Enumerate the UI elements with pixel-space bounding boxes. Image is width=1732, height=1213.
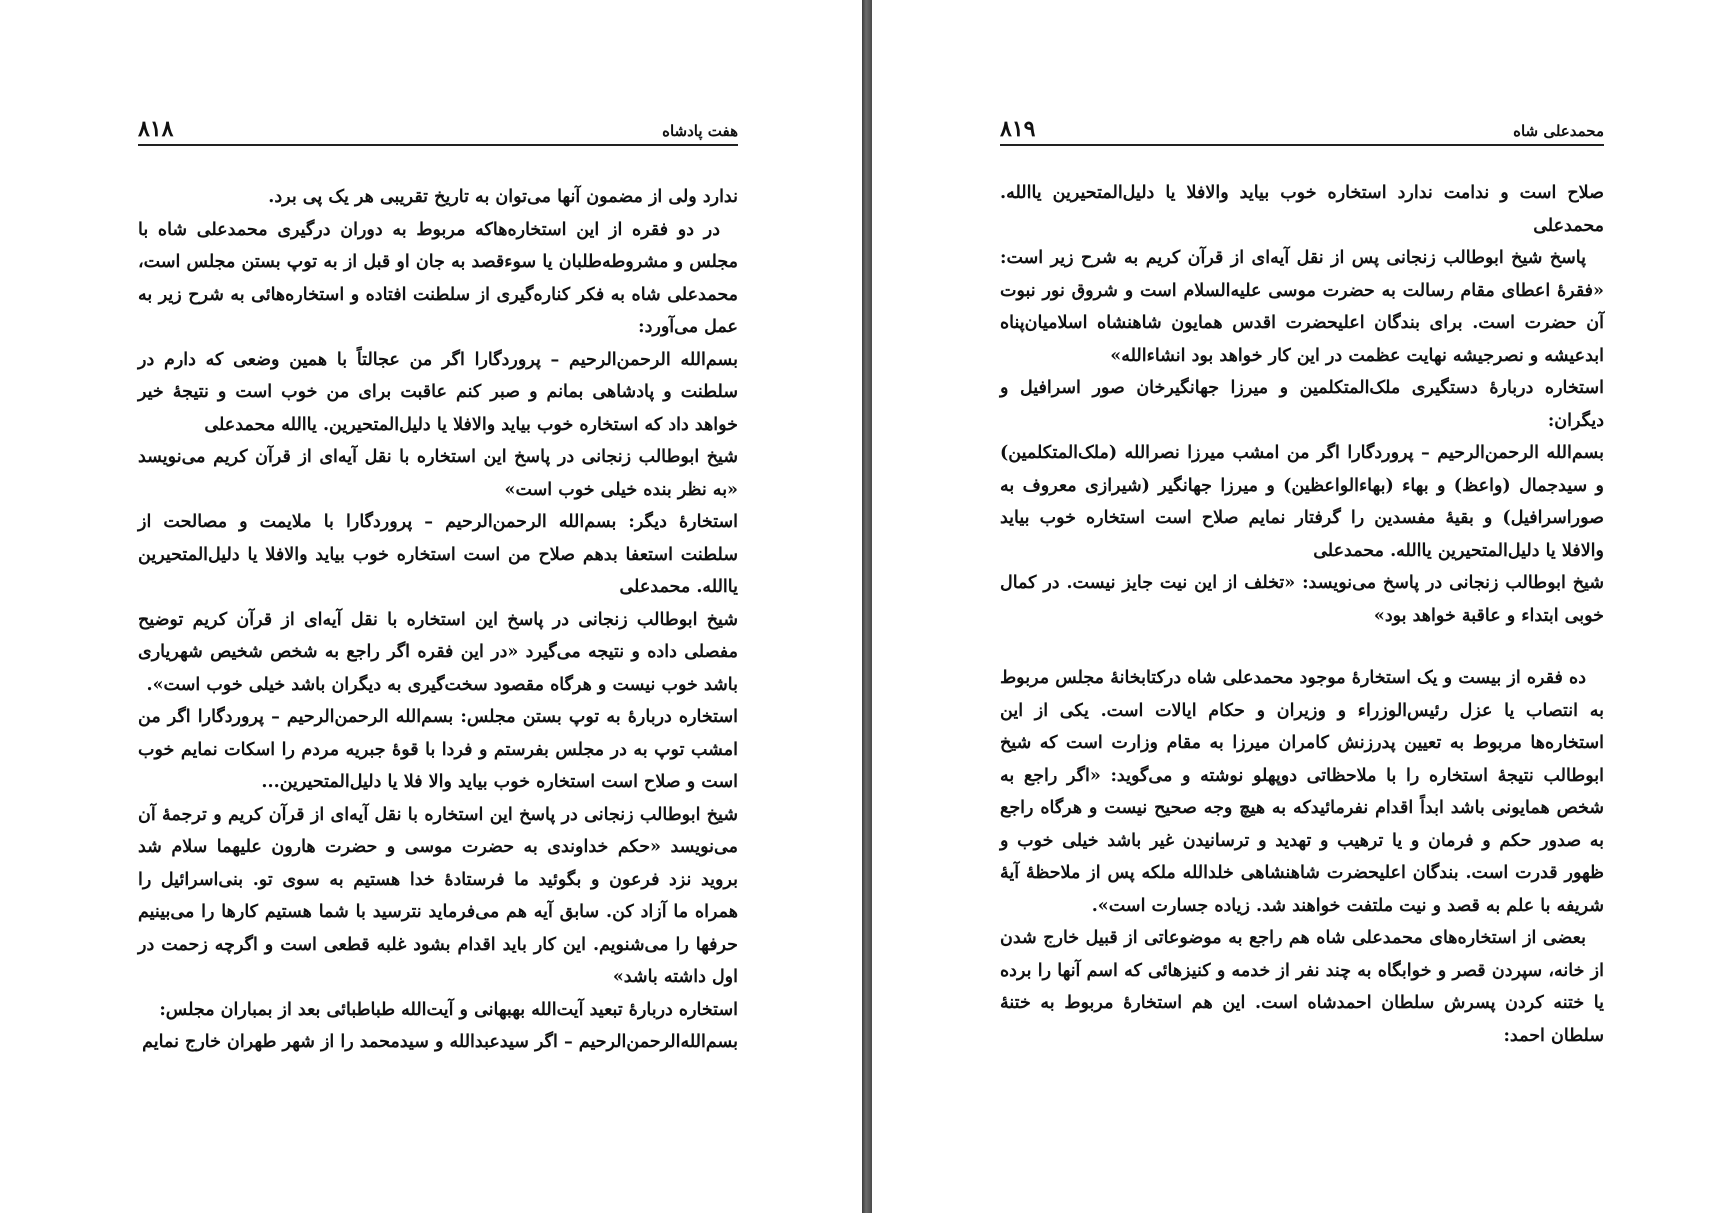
paragraph: ندارد ولی از مضمون آنها می‌توان به تاریخ تقریبی هر یک پی برد. [268, 187, 738, 207]
left-page-body [138, 181, 738, 1059]
paragraph: بسم‌الله‌الرحمن‌الرحیم – اگر سیدعبدالله و سیدمحمد را از شهر طهران خارج نمایم [142, 1032, 738, 1052]
paragraph: صلاح است و ندامت ندارد استخاره خوب بیاید والافلا یا دلیل‌المتحیرین یاالله. محمدعلی [1000, 183, 1604, 236]
right-page-body [1000, 177, 1604, 1052]
paragraph: بسم‌الله الرحمن‌الرحیم – پروردگارا اگر من امشب میرزا نصرالله (ملک‌المتکلمین) و سیدجمال (واعظ) و بهاء (بهاءالواعظین) و میرزا جهانگیر (شیرازی معروف به صوراسرافیل) و بقیهٔ مفسدین را گرفتار نمایم صلاح است استخاره خوب بیاید والافلا یا دلیل‌المتحیرین یاالله. محمدعلی [1000, 443, 1604, 561]
left-page-header [138, 114, 738, 146]
paragraph: شیخ ابوطالب زنجانی در پاسخ این استخاره با نقل آیه‌ای از قرآن کریم توضیح مفصلی داده و نتیجه می‌گیرد «در این فقره اگر راجع به شخص شخیص شهریاری باشد خوب نیست و هرگاه مقصود سخت‌گیری به دیگران باشد خیلی خوب است». [138, 609, 738, 695]
paragraph: بسم‌الله الرحمن‌الرحیم – پروردگارا اگر من عجالتاً با همین وضعی که دارم در سلطنت و پادشاهی بمانم و صبر کنم عاقبت برای من خوب است و نتیجهٔ خیر خواهد داد که استخاره خوب بیاید والافلا یا دلیل‌المتحیرین. یاالله محمدعلی [138, 349, 738, 435]
book-spine-divider [862, 0, 872, 1213]
right-book-page [872, 0, 1732, 1213]
paragraph: پاسخ شیخ ابوطالب زنجانی پس از نقل آیه‌ای از قرآن کریم به شرح زیر است: «فقرهٔ اعطای مقام رسالت به حضرت موسی علیه‌السلام است و شروق نور نبوت آن حضرت است. برای بندگان اعلیحضرت اقدس همایون شاهنشاه اسلامیان‌پناه ابدعیشه و نصرجیشه نهایت عظمت در این کار خواهد بود انشاءالله» [1000, 248, 1604, 366]
page-number: ۸۱۹ [1000, 116, 1036, 142]
page-number: ۸۱۸ [138, 116, 174, 142]
running-title: محمدعلی شاه [1513, 122, 1604, 140]
right-page-header [1000, 114, 1604, 146]
paragraph: استخارهٔ دیگر: بسم‌الله الرحمن‌الرحیم – پروردگارا با ملایمت و مصالحت از سلطنت استعفا بدهم صلاح من است استخاره خوب بیاید والافلا یا دلیل‌المتحیرین یاالله. محمدعلی [138, 512, 738, 597]
paragraph: شیخ ابوطالب زنجانی در پاسخ این استخاره با نقل آیه‌ای از قرآن کریم و ترجمهٔ آن می‌نویسد «حکم خداوندی به حضرت موسی و حضرت هارون علیهما سلام شد بروید نزد فرعون و بگوئید ما فرستادهٔ خدا هستیم به سوی تو. بنی‌اسرائیل را همراه ما آزاد کن. سابق آیه هم می‌فرماید نترسید با شما هستیم کارها را می‌بینیم حرفها را می‌شنویم. این کار باید اقدام بشود غلبه قطعی است و اگرچه زحمت در اول داشته باشد» [138, 804, 738, 987]
running-title: هفت پادشاه [662, 122, 738, 140]
paragraph: استخاره دربارهٔ دستگیری ملک‌المتکلمین و میرزا جهانگیرخان صور اسرافیل و دیگران: [1000, 378, 1604, 431]
paragraph: استخاره دربارهٔ به توپ بستن مجلس: بسم‌الله الرحمن‌الرحیم – پروردگارا اگر من امشب توپ به در مجلس بفرستم و فردا با قوهٔ جبریه مردم را اسکات نمایم خوب است و صلاح است استخاره خوب بیاید والا فلا یا دلیل‌المتحیرین... [138, 707, 738, 792]
paragraph: شیخ ابوطالب زنجانی در پاسخ این استخاره با نقل آیه‌ای از قرآن کریم می‌نویسد «به نظر بنده خیلی خوب است» [138, 447, 738, 500]
paragraph: شیخ ابوطالب زنجانی در پاسخ می‌نویسد: «تخلف از این نیت جایز نیست. در کمال خوبی ابتداء و عاقبة خواهد بود» [1000, 573, 1604, 626]
left-book-page [0, 0, 862, 1213]
paragraph: در دو فقره از این استخاره‌هاکه مربوط به دوران درگیری محمدعلی شاه با مجلس و مشروطه‌طلبان یا سوءقصد به جان او قبل از به توپ بستن مجلس است، محمدعلی شاه به فکر کناره‌گیری از سلطنت افتاده و استخاره‌هائی به شرح زیر به عمل می‌آورد: [138, 219, 738, 337]
paragraph: استخاره دربارهٔ تبعید آیت‌الله بهبهانی و آیت‌الله طباطبائی بعد از بمباران مجلس: [159, 999, 738, 1020]
paragraph: ده فقره از بیست و یک استخارهٔ موجود محمدعلی شاه درکتابخانهٔ مجلس مربوط به انتصاب یا عزل رئیس‌الوزراء و وزیران و حکام ایالات است. یکی از این استخاره‌ها مربوط به تعیین پدرزنش کامران میرزا به مقام وزارت است که شیخ ابوطالب نتیجهٔ استخاره را با ملاحظاتی دوپهلو نوشته و می‌گوید: «اگر راجع به شخص همایونی باشد ابداً اقدام نفرمائیدکه به هیچ وجه صحیح نیست و هرگاه راجع به صدور حکم و فرمان و یا ترهیب و تهدید و ترسانیدن غیر باشد خیلی خوب و ظهور قدرت است. بندگان اعلیحضرت شاهنشاهی خلدالله ملکه پس از ملاحظهٔ آیهٔ شریفه با علم به قصد و نیت ملتفت خواهند شد. زیاده جسارت است». [1000, 668, 1604, 916]
paragraph: بعضی از استخاره‌های محمدعلی شاه هم راجع به موضوعاتی از قبیل خارج شدن از خانه، سپردن قصر و خوابگاه به چند نفر از خدمه و کنیزهائی که اسم آنها را برده یا ختنه کردن پسرش سلطان احمدشاه است. این هم استخارهٔ مربوط به ختنهٔ سلطان احمد: [1000, 928, 1604, 1046]
